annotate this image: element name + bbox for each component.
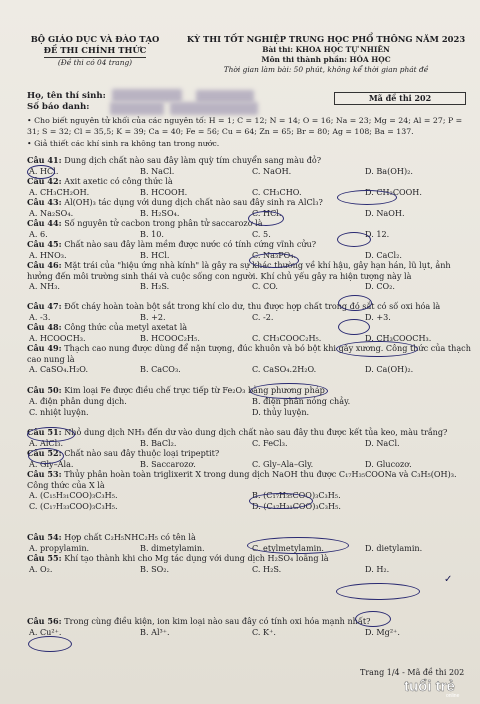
newspaper-logo-icon (402, 674, 470, 698)
answer-option[interactable]: D. CO₂. (365, 281, 395, 291)
answer-option[interactable]: C. K⁺. (252, 626, 276, 637)
answer-option[interactable]: D. (C₁₇H₃₁COO)₃C₃H₅. (252, 501, 341, 511)
question-text: Khí tạo thành khi cho Mg tác dụng với dung dịch H₂SO₄ loãng là (64, 553, 329, 563)
question-text: Số nguyên tử cacbon trong phân tử saccarozơ là (64, 218, 263, 228)
answer-option[interactable]: A. Na₂SO₄. (29, 207, 74, 218)
answer-option[interactable]: D. 12. (365, 228, 390, 239)
answer-option[interactable]: B. H₂SO₄. (140, 207, 180, 218)
pen-circle (248, 211, 284, 226)
question-text: Chất nào sau đây làm mềm được nước có tính cứng vĩnh cửu? (64, 239, 317, 249)
answer-option[interactable]: B. (C₁₇H₃₅COO)₃C₃H₅. (252, 490, 341, 500)
pen-check-icon: ✓ (444, 574, 453, 585)
answer-option[interactable]: C. FeCl₃. (252, 437, 288, 448)
question (27, 155, 472, 177)
question-text: Axit axetic có công thức là (64, 176, 173, 186)
question-stem (27, 322, 472, 333)
answer-row (27, 312, 472, 323)
question-number: Câu 44: (27, 218, 62, 228)
question (27, 176, 472, 198)
redacted-name-blur (112, 89, 182, 102)
header-left (0, 34, 190, 68)
ministry-name: BỘ GIÁO DỤC VÀ ĐÀO TẠO (30, 34, 160, 44)
answer-option[interactable]: D. Ca(OH)₂. (365, 364, 414, 374)
candidate-id-label: Số báo danh: (27, 102, 90, 112)
answer-option[interactable]: A. HCl. (29, 165, 59, 176)
question-stem (27, 532, 472, 543)
question (27, 616, 472, 638)
answer-option[interactable]: B. Saccarozơ. (140, 458, 196, 469)
answer-option[interactable]: C. Gly–Ala–Gly. (252, 458, 314, 469)
answer-option[interactable]: B. HCOOC₂H₅. (140, 332, 200, 343)
pen-circle (249, 493, 313, 509)
question-text: Công thức của metyl axetat là (64, 322, 188, 332)
question-number: Câu 43: (27, 197, 62, 207)
question-stem (27, 448, 472, 459)
answer-option[interactable]: C. CaSO₄.2H₂O. (252, 364, 317, 374)
pen-circle (337, 232, 371, 247)
pen-circle (338, 295, 372, 311)
pen-circle (337, 190, 397, 205)
answer-option[interactable]: A. propylamin. (29, 542, 90, 553)
answer-option[interactable]: B. HCOOH. (140, 186, 188, 197)
answer-option[interactable]: A. điện phân dung dịch. (29, 395, 127, 406)
atomic-mass-note: • Cho biết nguyên tử khối của các nguyên tố: H = 1; C = 12; N = 14; O = 16; Na = 23; Mg = 24; Al = 27; P = 31; S = 32; Cl = 35,5; K = 39; Ca = 40; Fe = 56; Cu = 64; Zn = 65; Br = 80; Ag = 108; Ba = 137. (27, 116, 463, 136)
question-stem (27, 469, 472, 490)
answer-option[interactable]: A. Gly–Ala. (29, 458, 74, 469)
answer-row (27, 564, 472, 575)
question-stem (27, 197, 472, 208)
question-text: Trong cùng điều kiện, ion kim loại nào sau đây có tính oxi hóa mạnh nhất? (64, 616, 371, 626)
answer-row (27, 407, 472, 418)
question-stem (27, 260, 472, 281)
question-text: Thủy phân hoàn toàn triglixerit X trong dung dịch NaOH thu được C₁₇H₃₅COONa và C₃H₅(OH)₃. Công thức của X là (27, 469, 457, 490)
answer-row (27, 333, 472, 344)
answer-option[interactable]: D. H₂. (365, 563, 390, 574)
answer-row (27, 459, 472, 470)
answer-row (27, 364, 472, 375)
question-number: Câu 45: (27, 239, 62, 249)
answer-option[interactable]: D. CaCl₂. (365, 249, 402, 260)
page-count: (Đề thi có 04 trang) (57, 58, 133, 67)
answer-option[interactable]: D. +3. (365, 311, 391, 322)
pen-circle (247, 537, 349, 554)
answer-option[interactable]: C. CH₃COOC₂H₅. (252, 332, 322, 343)
page-footer: Trang 1/4 - Mã đề thi 202 (360, 668, 465, 677)
answer-row (27, 187, 472, 198)
answer-option[interactable]: C. NaOH. (252, 165, 292, 176)
question-number: Câu 53: (27, 469, 62, 479)
answer-row (27, 396, 472, 407)
question-stem (27, 155, 472, 166)
answer-option[interactable]: A. (C₁₅H₃₁COO)₃C₃H₅. (29, 490, 118, 500)
question-stem (27, 301, 472, 312)
answer-option[interactable]: B. NaCl. (140, 165, 175, 176)
answer-option[interactable]: A. HCOOCH₃. (29, 332, 86, 343)
pen-circle (338, 319, 370, 335)
question (27, 553, 472, 575)
answer-option[interactable]: A. 6. (29, 228, 48, 239)
answer-row (27, 229, 472, 240)
answer-option[interactable]: C. CO. (252, 281, 278, 291)
pen-circle (27, 427, 75, 442)
question-number: Câu 51: (27, 427, 62, 437)
answer-option[interactable]: C. etylmetylamin. (252, 542, 325, 553)
question-number: Câu 42: (27, 176, 62, 186)
header-right (186, 34, 466, 75)
question-number: Câu 50: (27, 385, 62, 395)
answer-option[interactable]: D. Ba(OH)₂. (365, 165, 413, 176)
answer-option[interactable]: C. (C₁₇H₃₃COO)₃C₃H₅. (29, 501, 118, 511)
answer-option[interactable]: B. dimetylamin. (140, 542, 205, 553)
exam-code-box: Mã đề thi 202 (334, 92, 466, 105)
pen-circle (250, 383, 328, 399)
answer-row (27, 281, 472, 292)
question-text: Dung dịch chất nào sau đây làm quỳ tím chuyển sang màu đỏ? (64, 155, 322, 165)
answer-option[interactable]: B. H₂S. (140, 281, 170, 291)
exam-component: Môn thi thành phần: HÓA HỌC (261, 55, 391, 64)
answer-row (27, 438, 472, 449)
gas-note: • Giả thiết các khí sinh ra không tan trong nước. (27, 139, 220, 148)
answer-option[interactable]: D. CH₃COOH. (365, 186, 422, 197)
answer-option[interactable]: D. Glucozơ. (365, 458, 412, 469)
question-text: Al(OH)₃ tác dụng với dung dịch chất nào sau đây sinh ra AlCl₃? (64, 197, 323, 207)
question-number: Câu 55: (27, 553, 62, 563)
answer-option[interactable]: C. H₂S. (252, 563, 282, 574)
answer-option[interactable]: D. NaOH. (365, 207, 405, 218)
question-text: Đốt cháy hoàn toàn bột sắt trong khí clo dư, thu được hợp chất trong đó sắt có số oxi hóa là (64, 301, 441, 311)
answer-option[interactable]: A. O₂. (29, 563, 53, 574)
question-text: Nhỏ dung dịch NH₃ đến dư vào dung dịch chất nào sau đây thu được kết tủa keo, màu trắng? (64, 427, 448, 437)
answer-option[interactable]: B. HCl. (140, 249, 170, 260)
answer-option[interactable]: D. dietylamin. (365, 542, 423, 553)
question-stem (27, 239, 472, 250)
answer-row (27, 166, 472, 177)
svg-text:tuổi trẻ: tuổi trẻ (404, 678, 455, 695)
answer-option[interactable]: C. 5. (252, 228, 271, 239)
question-number: Câu 47: (27, 301, 62, 311)
answer-option[interactable]: D. CH₃COOCH₃. (365, 332, 432, 343)
question (27, 301, 472, 323)
answer-option[interactable]: C. Na₃PO₄. (252, 249, 297, 260)
exam-title: KỲ THI TỐT NGHIỆP TRUNG HỌC PHỔ THÔNG NĂM 2023 (186, 34, 466, 44)
question-stem (27, 427, 472, 438)
question-text: Thạch cao nung được dùng để nặn tượng, đúc khuôn và bó bột khi gãy xương. Công thức của thạch cao nung là (27, 343, 471, 364)
question (27, 448, 472, 470)
exam-time: Thời gian làm bài: 50 phút, không kể thời gian phát đề (223, 65, 429, 74)
question-number: Câu 49: (27, 343, 62, 353)
redacted-id-blur (170, 102, 258, 115)
answer-option[interactable]: B. điện phân nóng chảy. (252, 395, 351, 406)
question-stem (27, 176, 472, 187)
question (27, 469, 472, 512)
answer-option[interactable]: A. Cu²⁺. (29, 626, 62, 637)
answer-option[interactable]: D. NaCl. (365, 437, 400, 448)
candidate-name-label: Họ, tên thí sinh: (27, 91, 106, 101)
answer-option[interactable]: A. CaSO₄.H₂O. (29, 364, 89, 374)
question (27, 427, 472, 449)
answer-option[interactable]: D. Mg²⁺. (365, 626, 400, 637)
question-stem (27, 553, 472, 564)
question-number: Câu 52: (27, 448, 62, 458)
answer-option[interactable]: C. HCl. (252, 207, 282, 218)
pen-circle (336, 341, 418, 357)
pen-circle (28, 448, 64, 464)
answer-option[interactable]: B. CaCO₃. (140, 364, 181, 374)
svg-text:online: online (446, 693, 460, 698)
question-number: Câu 46: (27, 260, 62, 270)
answer-option[interactable]: A. NH₃. (29, 281, 60, 291)
question-text: Kim loại Fe được điều chế trực tiếp từ Fe₂O₃ bằng phương pháp (64, 385, 325, 395)
answer-row (27, 627, 472, 638)
pen-circle (28, 636, 72, 652)
answer-option[interactable]: D. thủy luyện. (252, 406, 310, 417)
question-number: Câu 56: (27, 616, 62, 626)
pen-circle (27, 165, 55, 179)
answer-option[interactable]: B. BaCl₂. (140, 437, 177, 448)
answer-option[interactable]: A. -3. (29, 311, 51, 322)
official-label: ĐỀ THI CHÍNH THỨC (0, 45, 190, 58)
pen-circle (249, 253, 299, 268)
question-text: Hợp chất C₂H₅NHC₂H₅ có tên là (64, 532, 196, 542)
answer-option[interactable]: B. Al³⁺. (140, 626, 170, 637)
answer-option[interactable]: B. SO₂. (140, 563, 170, 574)
exam-subject: Bài thi: KHOA HỌC TỰ NHIÊN (262, 45, 390, 54)
question-number: Câu 41: (27, 155, 62, 165)
question-number: Câu 54: (27, 532, 62, 542)
redacted-id-blur (110, 102, 164, 115)
question-text: Chất nào sau đây thuộc loại tripeptit? (64, 448, 220, 458)
answer-option[interactable]: B. 10. (140, 228, 164, 239)
question-text: Mặt trái của "hiệu ứng nhà kính" là gây ra sự khác thường về khí hậu, gây hạn hán, lũ lụt, ảnh hưởng đến môi trường sinh thái và cuộc sống con người. Khí chủ yếu gây ra hiện tượng này là (27, 260, 451, 281)
question-stem (27, 616, 472, 627)
answer-option[interactable]: B. +2. (140, 311, 166, 322)
answer-option[interactable]: C. -2. (252, 311, 274, 322)
answer-option[interactable]: C. CH₃CHO. (252, 186, 302, 197)
pen-circle (355, 611, 391, 627)
pen-circle (336, 583, 420, 600)
answer-option[interactable]: A. AlCl₃. (29, 437, 64, 448)
answer-option[interactable]: A. HNO₃. (29, 249, 67, 260)
question (27, 322, 472, 344)
question (27, 260, 472, 292)
answer-option[interactable]: C. nhiệt luyện. (29, 406, 89, 417)
question-number: Câu 48: (27, 322, 62, 332)
answer-option[interactable]: A. CH₃CH₂OH. (29, 186, 90, 197)
